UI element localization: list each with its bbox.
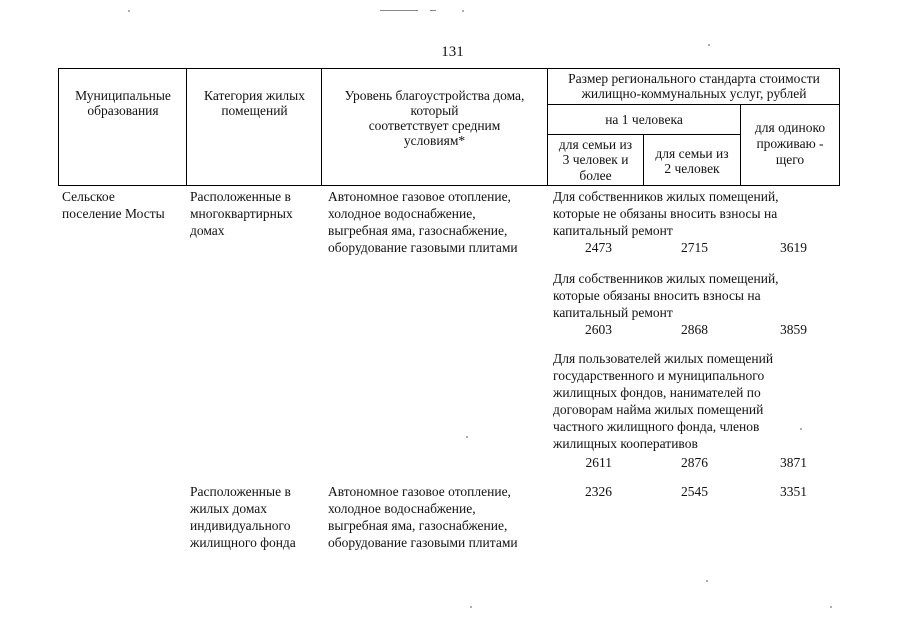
scan-speck (128, 10, 130, 12)
value-single: 3859 (780, 322, 807, 337)
header-cost-line1: Размер регионального стандарта стоимости (568, 71, 820, 86)
value-family3: 2611 (585, 455, 612, 470)
page-number: 131 (441, 44, 464, 60)
header-category: Категория жилых помещений (204, 88, 305, 118)
level-2-line1: Автономное газовое отопление, (328, 484, 511, 499)
category-2-line4: жилищного фонда (190, 535, 296, 550)
level-1-line1: Автономное газовое отопление, (328, 189, 511, 204)
value-family3: 2603 (585, 322, 612, 337)
category-1-line2: многоквартирных (190, 206, 293, 221)
value-family2: 2876 (681, 455, 708, 470)
group-1-line2: которые не обязаны вносить взносы на (553, 206, 778, 221)
group-3-line5: частного жилищного фонда, членов (553, 419, 760, 434)
group-1-line1: Для собственников жилых помещений, (553, 189, 779, 204)
group-3-line4: договорам найма жилых помещений (553, 402, 764, 417)
group-3-line6: жилищных кооперативов (553, 436, 698, 451)
value-family2: 2545 (681, 484, 708, 499)
scan-mark (430, 10, 436, 11)
header-level-line3: соответствует средним (368, 118, 501, 133)
value-single: 3351 (780, 484, 807, 499)
header-level-line2: который (410, 103, 459, 118)
value-family3: 2326 (585, 484, 612, 499)
group-3-line2: государственного и муниципального (553, 368, 765, 383)
header-level-line4: условиям* (403, 133, 466, 148)
value-family3: 2473 (585, 240, 612, 255)
group-2-line1: Для собственников жилых помещений, (553, 271, 779, 286)
header-family3-line1: для семьи из (558, 137, 633, 152)
header-family2-line2: 2 человек (664, 161, 720, 176)
header-municipalities: Муниципальные образования (75, 88, 171, 118)
category-2-line2: жилых домах (190, 501, 268, 516)
value-single: 3619 (780, 240, 807, 255)
category-1-line3: домах (190, 223, 225, 238)
header-level-line1: Уровень благоустройства дома, (344, 88, 525, 103)
level-1-line3: выгребная яма, газоснабжение, (328, 223, 508, 238)
scan-speck (706, 580, 708, 582)
table-header (58, 68, 840, 186)
value-family2: 2715 (681, 240, 708, 255)
header-family3-line3: более (579, 168, 612, 183)
level-1-line2: холодное водоснабжение, (328, 206, 476, 221)
category-2-line3: индивидуального (190, 518, 291, 533)
group-2-line3: капитальный ремонт (553, 305, 673, 320)
scan-speck (466, 436, 468, 438)
scan-speck (470, 606, 472, 608)
municipality-line2: поселение Мосты (62, 206, 165, 221)
value-family2: 2868 (681, 322, 708, 337)
level-2-line4: оборудование газовыми плитами (328, 535, 518, 550)
header-family3-line2: 3 человек и (562, 152, 629, 167)
header-single-line1: для одиноко (754, 120, 826, 135)
header-single-line2: проживаю - (756, 136, 824, 151)
category-2-line1: Расположенные в (190, 484, 291, 499)
group-2-line2: которые обязаны вносить взносы на (553, 288, 761, 303)
header-family2-line1: для семьи из (655, 146, 729, 161)
level-2-line2: холодное водоснабжение, (328, 501, 476, 516)
value-single: 3871 (780, 455, 807, 470)
group-3-line1: Для пользователей жилых помещений (553, 351, 774, 366)
group-1-line3: капитальный ремонт (553, 223, 673, 238)
level-2-line3: выгребная яма, газоснабжение, (328, 518, 508, 533)
scan-speck (462, 10, 464, 12)
header-cost-line2: жилищно-коммунальных услуг, рублей (581, 86, 807, 101)
category-1-line1: Расположенные в (190, 189, 291, 204)
level-1-line4: оборудование газовыми плитами (328, 240, 518, 255)
header-single-line3: щего (775, 152, 805, 167)
scan-speck (800, 428, 802, 430)
scan-speck (830, 606, 832, 608)
scan-mark (380, 10, 418, 11)
group-3-line3: жилищных фондов, нанимателей по (553, 385, 761, 400)
header-per-person: на 1 человека (605, 112, 683, 127)
municipality-line1: Сельское (62, 189, 115, 204)
